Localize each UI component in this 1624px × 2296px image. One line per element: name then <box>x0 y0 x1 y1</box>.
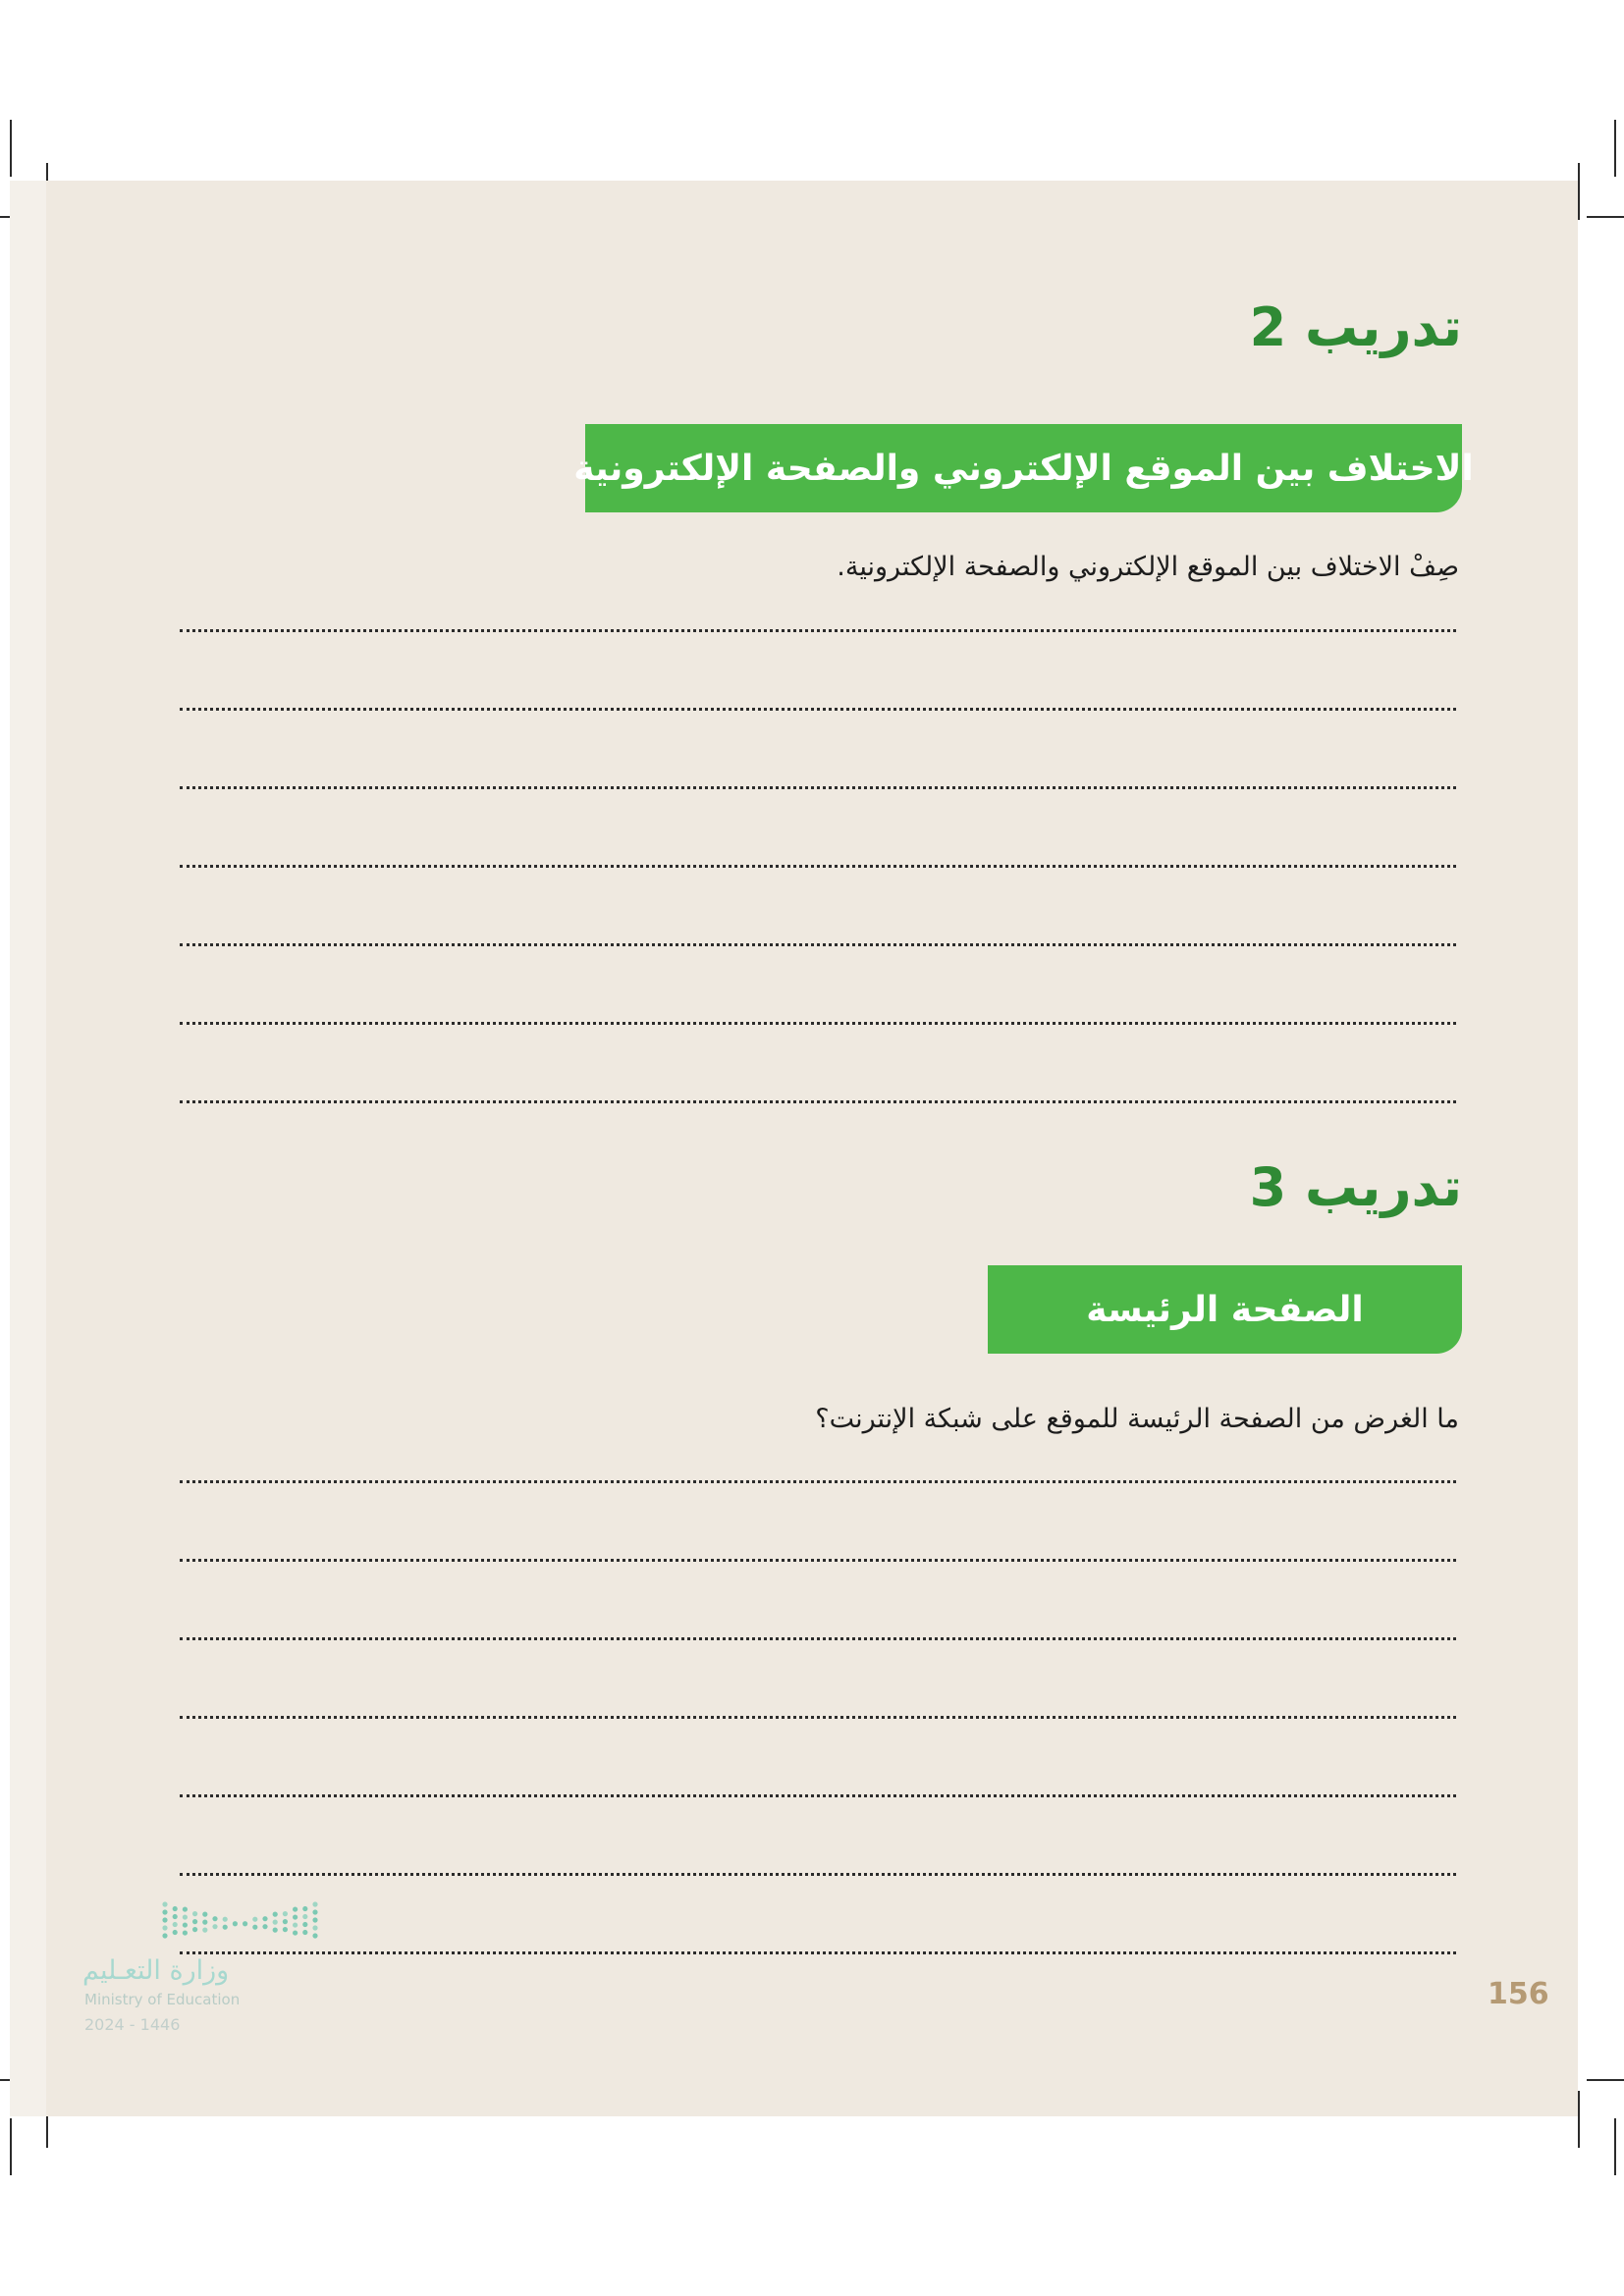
exercise-3-heading: تدريب 3 <box>1249 1156 1462 1218</box>
answer-line[interactable] <box>180 1100 1456 1103</box>
page-bleed-edge <box>10 181 46 2116</box>
ministry-name-arabic: وزارة التعـليم <box>82 1955 230 1986</box>
answer-line[interactable] <box>180 1022 1456 1025</box>
ministry-dots-logo-icon <box>159 1889 326 1951</box>
exercise-3-banner: الصفحة الرئيسة <box>988 1265 1462 1354</box>
answer-line[interactable] <box>180 1559 1456 1562</box>
exercise-3-question: ما الغرض من الصفحة الرئيسة للموقع على شبكة الإنترنت؟ <box>815 1404 1459 1434</box>
answer-line[interactable] <box>180 865 1456 868</box>
crop-mark <box>10 2118 12 2175</box>
answer-line[interactable] <box>180 943 1456 946</box>
ministry-name-english: Ministry of Education <box>84 1991 241 2008</box>
exercise-2-banner: الاختلاف بين الموقع الإلكتروني والصفحة الإلكترونية <box>585 424 1462 512</box>
crop-mark <box>1614 120 1616 177</box>
page-number: 156 <box>1488 1977 1549 2011</box>
answer-line[interactable] <box>180 708 1456 711</box>
answer-line[interactable] <box>180 1873 1456 1876</box>
crop-mark <box>1578 2091 1580 2148</box>
exercise-2-heading: تدريب 2 <box>1249 296 1462 358</box>
ministry-logo <box>81 1885 306 2042</box>
crop-mark <box>10 120 12 177</box>
answer-line[interactable] <box>180 1716 1456 1719</box>
crop-mark <box>1578 163 1580 220</box>
exercise-2-question: صِفْ الاختلاف بين الموقع الإلكتروني والصفحة الإلكترونية. <box>837 552 1459 582</box>
answer-line[interactable] <box>180 786 1456 789</box>
answer-line[interactable] <box>180 1794 1456 1797</box>
crop-mark <box>1587 216 1624 218</box>
answer-line[interactable] <box>180 1951 1456 1954</box>
crop-mark <box>1614 2118 1616 2175</box>
exercise-3-answer-area[interactable] <box>180 1480 1456 2030</box>
answer-line[interactable] <box>180 629 1456 632</box>
exercise-2-answer-area[interactable] <box>180 629 1456 1179</box>
answer-line[interactable] <box>180 1637 1456 1640</box>
crop-mark <box>1587 2079 1624 2081</box>
ministry-year: 2024 - 1446 <box>84 2015 181 2034</box>
answer-line[interactable] <box>180 1480 1456 1483</box>
